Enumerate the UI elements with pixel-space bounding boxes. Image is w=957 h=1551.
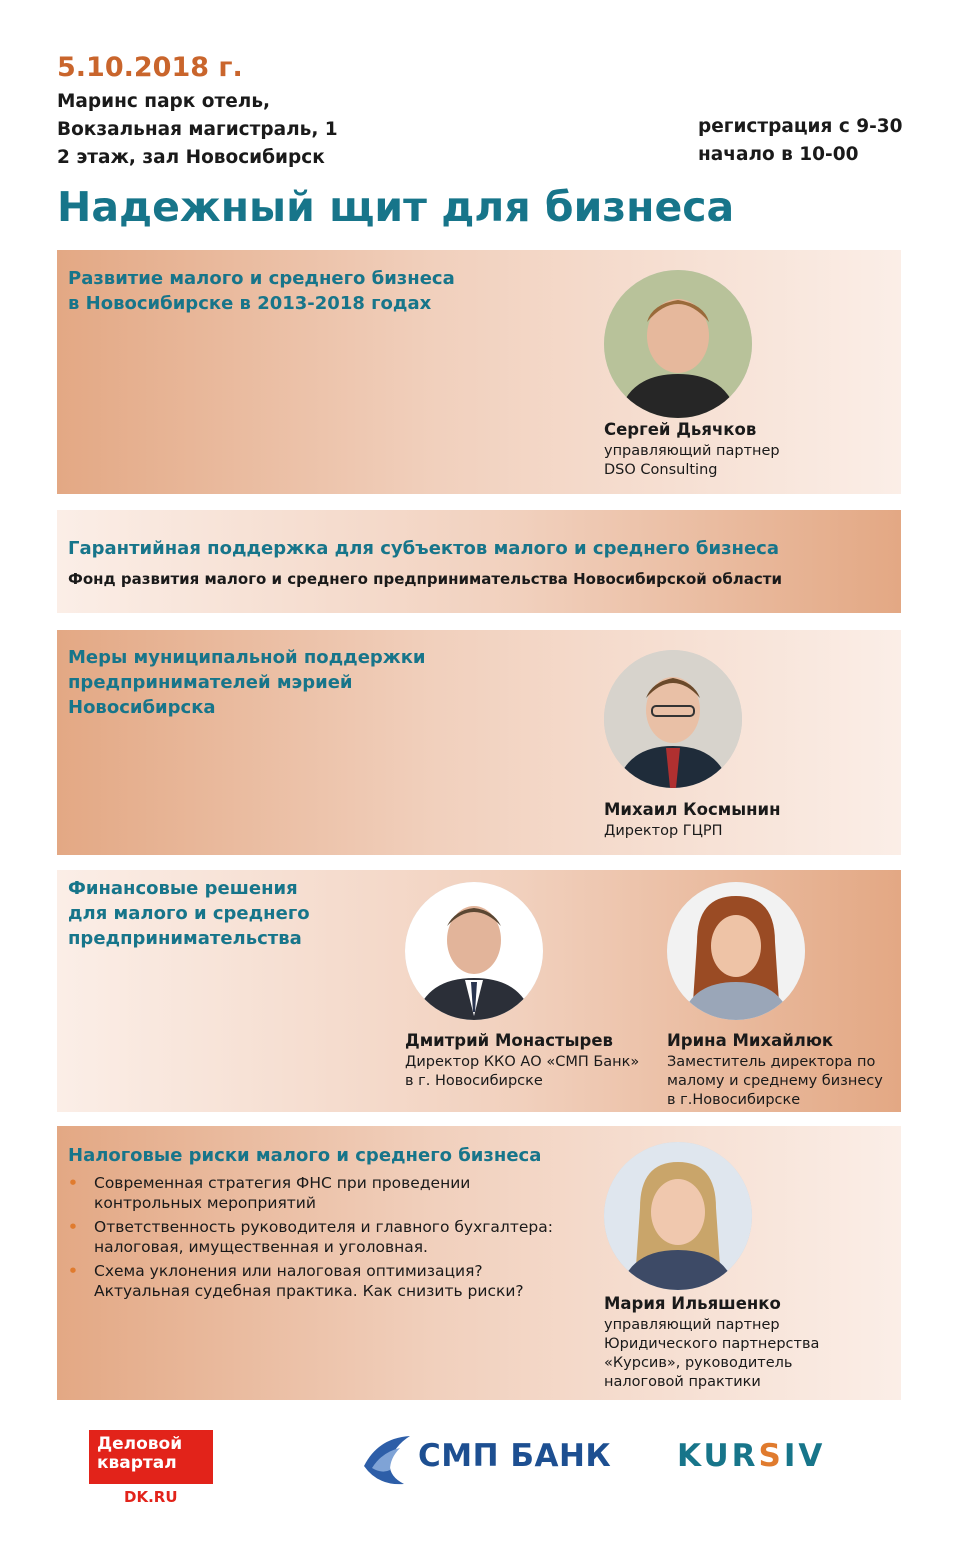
role-line: в г.Новосибирске [667, 1092, 801, 1108]
role-line: управляющий партнер [604, 1317, 780, 1333]
speaker-name: Ирина Михайлюк [667, 1031, 834, 1050]
speaker-role [604, 822, 723, 841]
heading-line: для малого и среднего [68, 903, 310, 924]
section-sme-development [57, 250, 901, 494]
role-line: Заместитель директора по [667, 1054, 876, 1070]
speaker-name: Сергей Дьячков [604, 420, 757, 439]
speaker-photo [604, 650, 742, 788]
role-line: Директор ККО АО «СМП Банк» [405, 1054, 640, 1070]
kursiv-logo [677, 1438, 825, 1474]
role-line: малому и среднему бизнесу [667, 1073, 883, 1089]
role-line: управляющий партнер [604, 443, 780, 459]
bullet-icon: • [68, 1262, 78, 1280]
portrait-photo-icon [604, 270, 752, 418]
registration-time: регистрация с 9-30 [698, 116, 903, 137]
speaker-photo [604, 1142, 752, 1290]
bullet-icon: • [68, 1174, 78, 1192]
page-title: Надежный щит для бизнеса [57, 183, 735, 231]
bullet-icon: • [68, 1218, 78, 1236]
smp-bank-logo [360, 1432, 418, 1492]
bullet-line: контрольных мероприятий [94, 1193, 316, 1212]
list-item [68, 1218, 553, 1257]
speaker-name: Михаил Космынин [604, 800, 781, 819]
speaker-name: Дмитрий Монастырев [405, 1031, 613, 1050]
speaker-photo [667, 882, 805, 1020]
event-times [698, 113, 903, 169]
logo-line: Деловой [97, 1434, 183, 1454]
bullet-line: Ответственность руководителя и главного бухгалтера: [94, 1218, 553, 1236]
logo-line: квартал [97, 1453, 177, 1473]
heading-line: Гарантийная поддержка для субъектов малого и среднего бизнеса [68, 538, 779, 559]
bullet-line: налоговая, имущественная и уголовная. [94, 1237, 428, 1256]
list-item [68, 1174, 553, 1213]
section-municipal-support [57, 630, 901, 855]
speaker-name: Мария Ильяшенко [604, 1294, 781, 1313]
section-heading [68, 536, 779, 561]
smp-bank-name: СМП БАНК [418, 1438, 612, 1474]
venue-line: Маринс парк отель, [57, 91, 271, 112]
role-line: налоговой практики [604, 1374, 761, 1390]
event-date: 5.10.2018 г. [57, 52, 243, 83]
venue-line: Вокзальная магистраль, 1 [57, 119, 338, 140]
logo-part: S [758, 1438, 784, 1474]
role-line: DSO Consulting [604, 462, 718, 478]
portrait-photo-icon [604, 1142, 752, 1290]
portrait-photo-icon [667, 882, 805, 1020]
venue-line: 2 этаж, зал Новосибирск [57, 147, 325, 168]
bullet-line: Актуальная судебная практика. Как снизить риски? [94, 1281, 524, 1300]
section-tax-risks [57, 1126, 901, 1400]
start-time: начало в 10-00 [698, 144, 859, 165]
bullet-line: Схема уклонения или налоговая оптимизация? [94, 1262, 483, 1280]
speaker-photo [604, 270, 752, 418]
delovoy-kvartal-logo [89, 1430, 213, 1484]
speaker-role [604, 1316, 819, 1392]
speaker-role [405, 1053, 639, 1091]
section-heading [68, 645, 426, 720]
speaker-photo [405, 882, 543, 1020]
smp-bank-bird-logo-icon [360, 1432, 418, 1488]
section-financial-solutions [57, 870, 901, 1112]
bullet-list [68, 1174, 553, 1306]
organization-name: Фонд развития малого и среднего предпринимательства Новосибирской области [68, 570, 782, 588]
section-heading [68, 1143, 541, 1168]
portrait-photo-icon [405, 882, 543, 1020]
role-line: Юридического партнерства [604, 1336, 820, 1352]
role-line: в г. Новосибирске [405, 1073, 543, 1089]
section-guarantee-support [57, 510, 901, 613]
section-heading [68, 266, 455, 316]
heading-line: предпринимателей мэрией [68, 672, 353, 693]
heading-line: Развитие малого и среднего бизнеса [68, 268, 455, 289]
portrait-photo-icon [604, 650, 742, 788]
bullet-line: Современная стратегия ФНС при проведении [94, 1174, 471, 1192]
heading-line: Налоговые риски малого и среднего бизнеса [68, 1145, 542, 1166]
section-heading [68, 876, 310, 951]
list-item [68, 1262, 553, 1301]
heading-line: предпринимательства [68, 928, 302, 949]
role-line: Директор ГЦРП [604, 823, 723, 839]
logo-part: KUR [677, 1438, 759, 1474]
heading-line: Новосибирска [68, 697, 216, 718]
dk-ru-site: DK.RU [124, 1488, 178, 1506]
role-line: «Курсив», руководитель [604, 1355, 793, 1371]
heading-line: в Новосибирске в 2013-2018 годах [68, 293, 432, 314]
logo-part: IV [783, 1438, 826, 1474]
speaker-role [667, 1053, 883, 1110]
heading-line: Финансовые решения [68, 878, 298, 899]
speaker-role [604, 442, 780, 480]
venue-address [57, 88, 338, 172]
heading-line: Меры муниципальной поддержки [68, 647, 426, 668]
